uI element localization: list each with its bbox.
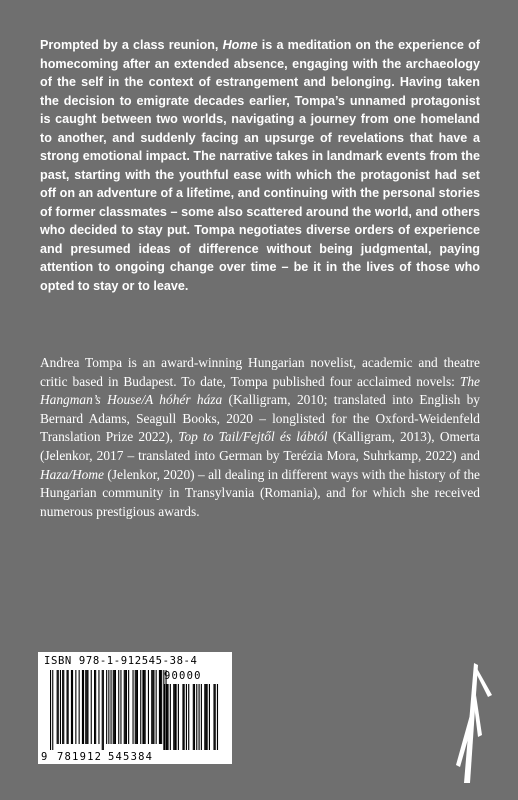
isbn-label: ISBN 978-1-912545-38-4 [44, 655, 198, 667]
bio-text-2: (Kalligram, 2010; translated into English by Bernard Adams, Seagull Books, 2020 – longlisted for the Oxford-Weidenfeld Translation Prize 2022), [40, 392, 480, 445]
blurb-book-title: Home [222, 38, 258, 52]
bio-title-top-to-tail: Top to Tail/Fejtől és lábtól [178, 429, 328, 445]
bio-text-1: Andrea Tompa is an award-winning Hungarian novelist, academic and theatre critic based in Budapest. To date, Tompa published four acclaimed novels: [40, 355, 480, 389]
ean-left-digits: 781912 [57, 751, 103, 763]
isbn-barcode [38, 652, 232, 764]
ean-first-digit: 9 [41, 751, 48, 763]
bio-title-haza-home: Haza/Home [40, 466, 104, 482]
bio-text-3: (Kalligram, 2013), Omerta (Jelenkor, 2017 – translated into German by Terézia Mora, Suhrkamp, 2022) and [40, 429, 480, 463]
publisher-logo-icon [452, 655, 494, 785]
blurb-part-1: Prompted by a class reunion, [40, 38, 223, 52]
bio-text-4: (Jelenkor, 2020) – all dealing in different ways with the history of the Hungarian community in Transylvania (Romania), and for which she received numerous prestigious awards. [40, 466, 480, 519]
price-code: 90000 [164, 670, 202, 682]
blurb-part-2: is a meditation on the experience of homecoming after an extended absence, engaging with the archaeology of the self in the context of estrangement and belonging. Having taken the decision to emigrate decades earlier, Tompa’s unnamed protagonist is caught between two worlds, navigating a journey from one homeland to another, and suddenly facing an upsurge of revelations that have a strong emotional impact. The narrative takes in landmark events from the past, starting with the youthful ease with which the protagonist had set off on an adventure of a lifetime, and continuing with the personal stories of former classmates – some also scattered around the world, and others who decided to stay put. Tompa negotiates diverse orders of experience and presumed ideas of difference without being judgmental, paying attention to ongoing change over time – be it in the lives of those who opted to stay or to leave. [40, 38, 480, 293]
back-cover-blurb [40, 36, 480, 295]
barcode-graphic [38, 652, 232, 764]
ean-right-digits: 545384 [108, 751, 154, 763]
ean-bars [50, 670, 167, 750]
bio-title-hangmans-house: The Hangman’s House/A hóhér háza [40, 373, 480, 408]
addon-bars [164, 684, 218, 750]
author-bio [40, 354, 480, 521]
